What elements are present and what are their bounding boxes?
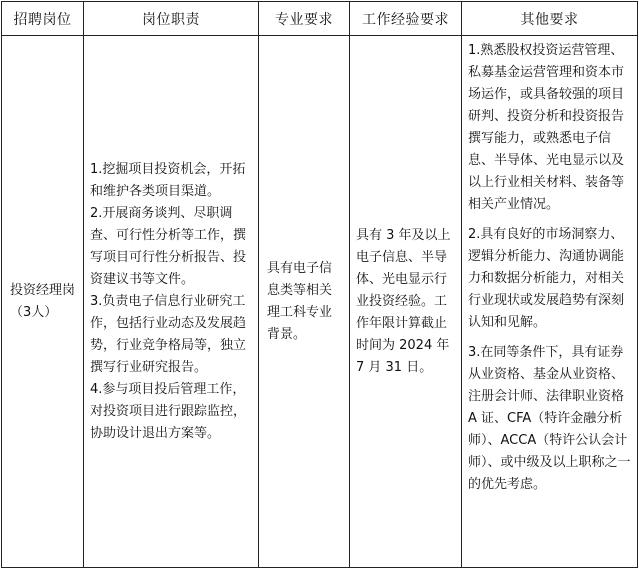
position-cell: 投资经理岗（3人） <box>2 36 84 568</box>
duty-item: 4.参与项目投后管理工作，对投资项目进行跟踪监控，协助设计退出方案等。 <box>90 381 247 441</box>
other-item: 3.在同等条件下，具有证券从业资格、基金从业资格、注册会计师、法律职业资格 A 证、CFA（特许金融分析师）、ACCA（特许公认会计师）、或中级及以上职称之一的优先考虑。 <box>468 345 631 492</box>
header-others: 其他要求 <box>462 2 638 36</box>
recruitment-table <box>1 1 638 568</box>
header-position: 招聘岗位 <box>2 2 84 36</box>
table-row <box>2 36 638 568</box>
header-duties: 岗位职责 <box>84 2 259 36</box>
other-item: 2.具有良好的市场洞察力、逻辑分析能力、沟通协调能力和数据分析能力，对相关行业现状或发展趋势有深刻认知和见解。 <box>468 227 625 330</box>
duty-item: 1.挖掘项目投资机会，开拓和维护各类项目渠道。 <box>90 161 246 199</box>
duty-item: 2.开展商务谈判、尽职调查、可行性分析等工作，撰写项目可行性分析报告、投资建议书等文件。 <box>90 205 247 287</box>
table-header-row <box>2 2 638 36</box>
duties-cell <box>84 36 259 568</box>
major-cell: 具有电子信息类等相关理工科专业背景。 <box>259 36 350 568</box>
header-experience: 工作经验要求 <box>350 2 462 36</box>
other-item: 1.熟悉股权投资运营管理、私募基金运营管理和资本市场运作，或具备较强的项目研判、投资分析和投资报告撰写能力，或熟悉电子信息、半导体、光电显示以及以上行业相关材料、装备等相关产业情况。 <box>468 43 625 212</box>
duty-item: 3.负责电子信息行业研究工作，包括行业动态及发展趋势，行业竞争格局等，独立撰写行业研究报告。 <box>90 293 247 375</box>
header-major: 专业要求 <box>259 2 350 36</box>
others-cell <box>462 36 638 568</box>
experience-cell: 具有 3 年及以上电子信息、半导体、光电显示行业投资经验。工作年限计算截止时间为 2024 年 7 月 31 日。 <box>350 36 462 568</box>
